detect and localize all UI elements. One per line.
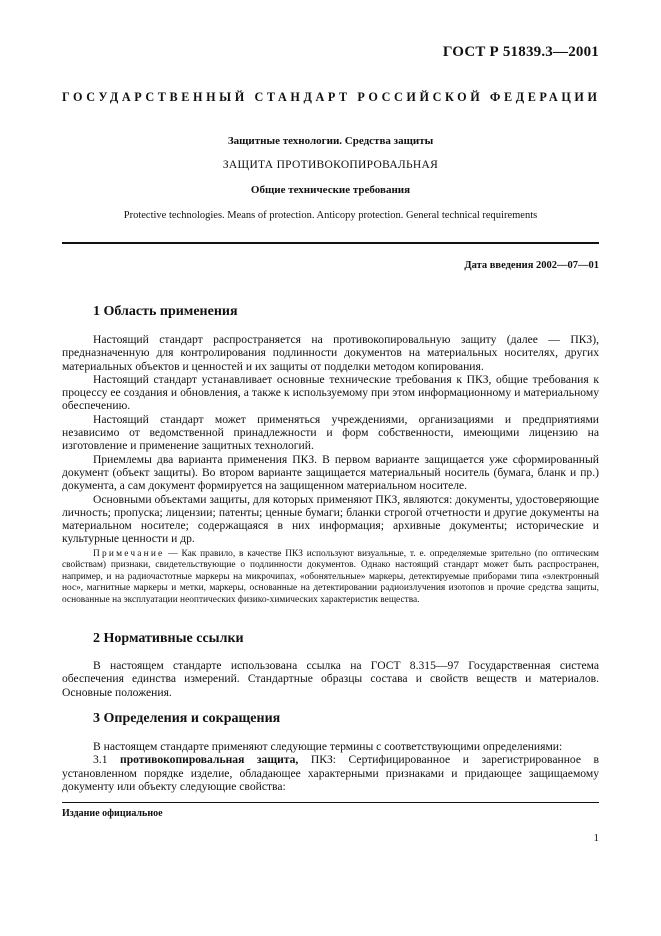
term: противокопировальная защита, xyxy=(120,753,299,767)
paragraph: Настоящий стандарт может применяться учреждениями, организациями и предприятиями независимо от ведомственной принадлежности и форм собственности, имеющими лицензию на изготовление и применение защитных технологий. xyxy=(62,412,599,453)
section-1-note xyxy=(62,549,599,606)
term-number: 3.1 xyxy=(93,753,121,767)
paragraph: В настоящем стандарте применяют следующие термины с соответствующими определениями: xyxy=(93,740,563,753)
paragraph: Настоящий стандарт распространяется на противокопировальную защиту (далее — ПКЗ), предназначенную для контролирования подлинности документов на материальных носителях, других материальных объектов и ценностей и их защиты от подделки методом копирования. xyxy=(62,333,599,373)
definition-text: ПКЗ: Сертифицированное и зарегистрированное в установленном порядке изделие, обладающее характерными признаками и придающее защищаемому документу или объекту следующие свойства: xyxy=(62,753,599,793)
paragraph: Основными объектами защиты, для которых применяют ПКЗ, являются: документы, удостоверяющие личность; пропуска; лицензии; патенты; ценные бумаги; бланки строгой отчетности и другие документы на материальном носителе; содержащаяся в них информация; архивные документы; исторические и культурные ценности и др. xyxy=(62,492,599,546)
section-2-body xyxy=(62,659,599,699)
category-line: Защитные технологии. Средства защиты xyxy=(227,135,434,147)
english-title: Protective technologies. Means of protection. Anticopy protection. General technical requirements xyxy=(123,210,538,221)
document-title: ЗАЩИТА ПРОТИВОКОПИРОВАЛЬНАЯ xyxy=(222,159,439,171)
section-2-heading: 2 Нормативные ссылки xyxy=(93,631,244,646)
section-3-body xyxy=(62,740,599,793)
standard-code: ГОСТ Р 51839.3—2001 xyxy=(442,44,599,60)
term-definition xyxy=(62,753,599,793)
footer-divider xyxy=(62,802,599,803)
note-text: — Как правило, в качестве ПКЗ используют визуальные, т. е. определяемые зрительно (по оптическим свойствам) признаки, свидетельствующие о подлинности документов. Однако настоящий стандарт может быть распространен, например, и на радиочастотные маркеры на микрочипах, «обонятельные» маркеры, детектируемые приборами типа «электронный нос», магнитные маркеры и метки, маркеры, основанные на детектировании радиоизлучения изотопов и прочие средства защиты, основанные на эксплуатации неоптических физико-химических характеристик вещества. xyxy=(62,549,599,605)
agency-title: ГОСУДАРСТВЕННЫЙ СТАНДАРТ РОССИЙСКОЙ ФЕДЕРАЦИИ xyxy=(62,90,601,104)
note-label: Примечание xyxy=(93,549,165,559)
page-number: 1 xyxy=(593,832,599,844)
section-1-heading: 1 Область применения xyxy=(93,304,238,319)
paragraph: В настоящем стандарте использована ссылка на ГОСТ 8.315—97 Государственная система обеспечения единства измерений. Стандартные образцы состава и свойств веществ и материалов. Основные положения. xyxy=(62,659,599,699)
document-subtitle: Общие технические требования xyxy=(250,184,411,196)
title-divider xyxy=(62,242,599,244)
paragraph: Настоящий стандарт устанавливает основные технические требования к ПКЗ, общие требования к процессу ее создания и обновления, а также к используемому при этом информационному и материальному обеспечению. xyxy=(62,372,599,413)
section-3-heading: 3 Определения и сокращения xyxy=(93,711,281,726)
edition-label: Издание официальное xyxy=(62,808,163,819)
section-1-body xyxy=(62,333,599,546)
paragraph: Приемлемы два варианта применения ПКЗ. В первом варианте защищается уже сформированный документ (объект защиты). Во втором варианте защищается материальный носитель (бумага, бланк и пр.) документа, а сам документ формируется на защищенном материальном носителе. xyxy=(62,452,599,493)
effective-date: Дата введения 2002—07—01 xyxy=(464,260,599,271)
